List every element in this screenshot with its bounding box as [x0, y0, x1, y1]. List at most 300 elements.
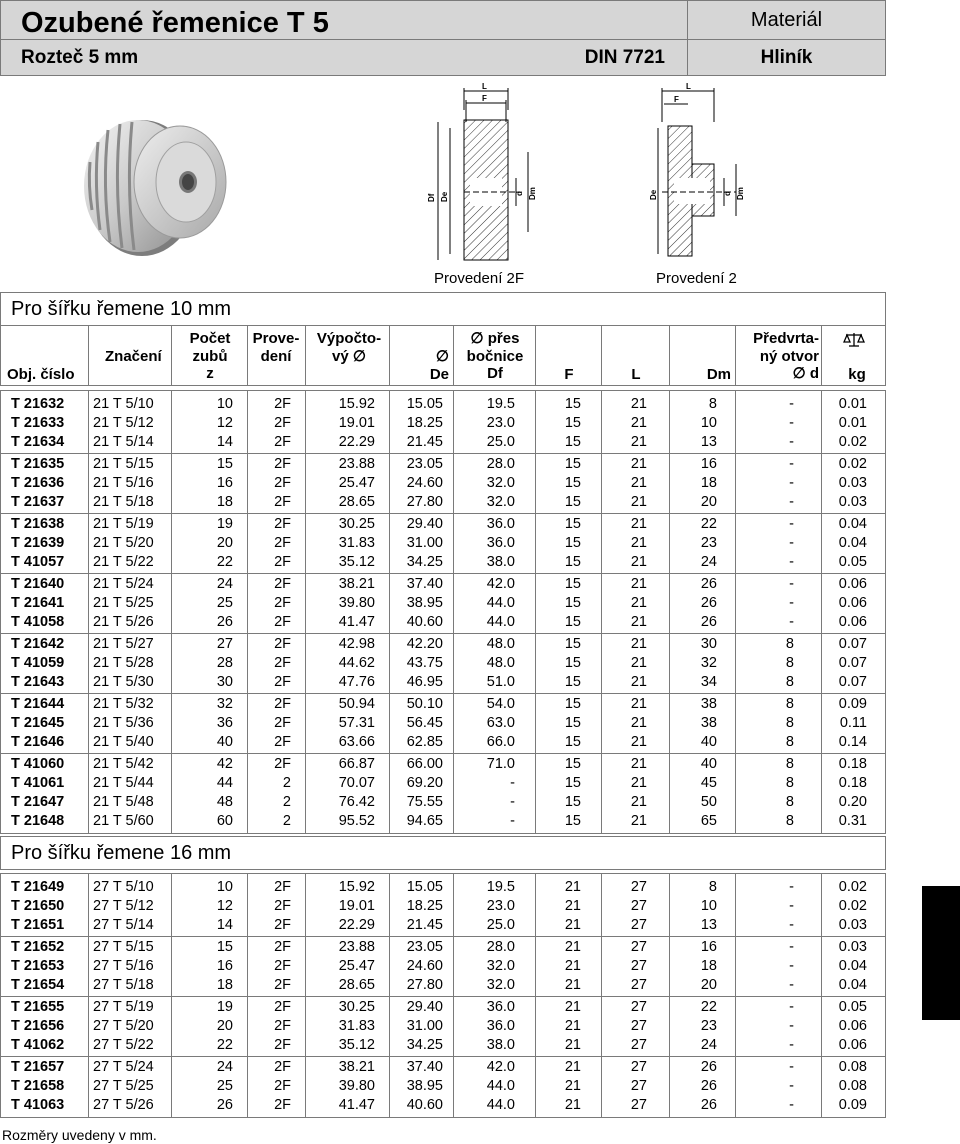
cell-dm: 34: [700, 674, 717, 690]
cell-dm: 20: [700, 977, 717, 993]
cell-l: 21: [630, 813, 647, 829]
pitch-subtitle: Rozteč 5 mm: [21, 47, 139, 68]
material-value: Hliník: [760, 47, 813, 68]
cell-bore: -: [789, 494, 794, 510]
cell-designation: 27 T 5/20: [93, 1018, 154, 1034]
cell-teeth: 18: [216, 977, 233, 993]
cell-de: 29.40: [406, 516, 443, 532]
group-separator: [1, 513, 885, 514]
cell-dm: 10: [700, 415, 717, 431]
cell-bore: -: [789, 475, 794, 491]
cell-bore: -: [789, 554, 794, 570]
cell-l: 21: [630, 775, 647, 791]
cell-l: 21: [630, 576, 647, 592]
cell-df: 36.0: [486, 999, 515, 1015]
cell-de: 27.80: [406, 977, 443, 993]
cell-teeth: 15: [216, 939, 233, 955]
cell-de: 29.40: [406, 999, 443, 1015]
cell-bore: 8: [785, 775, 794, 791]
cell-bore: 8: [785, 696, 794, 712]
cell-teeth: 20: [216, 535, 233, 551]
cell-bore: -: [789, 977, 794, 993]
cell-calc-diameter: 35.12: [338, 554, 375, 570]
cell-weight: 0.02: [838, 898, 867, 914]
cell-dm: 65: [700, 813, 717, 829]
cell-de: 21.45: [406, 434, 443, 450]
cell-teeth: 19: [216, 516, 233, 532]
cell-f: 15: [564, 535, 581, 551]
cell-weight: 0.31: [838, 813, 867, 829]
table-row: [1, 515, 885, 534]
cell-f: 21: [564, 1037, 581, 1053]
cell-bore: -: [789, 516, 794, 532]
cell-calc-diameter: 28.65: [338, 977, 375, 993]
section-title: Pro šířku řemene 10 mm: [11, 298, 232, 320]
cell-dm: 24: [700, 554, 717, 570]
cell-weight: 0.04: [838, 535, 867, 551]
cell-variant: 2F: [274, 1059, 291, 1075]
cell-calc-diameter: 41.47: [338, 1097, 375, 1113]
cell-de: 21.45: [406, 917, 443, 933]
cell-dm: 32: [700, 655, 717, 671]
column-divider: [389, 874, 390, 1117]
cell-variant: 2F: [274, 576, 291, 592]
cell-obj-number: T 21645: [11, 715, 65, 731]
cell-bore: 8: [785, 813, 794, 829]
header-l: L: [631, 366, 641, 383]
cell-designation: 27 T 5/22: [93, 1037, 154, 1053]
table-row: [1, 695, 885, 714]
cell-calc-diameter: 50.94: [338, 696, 375, 712]
cell-f: 15: [564, 734, 581, 750]
cell-obj-number: T 21638: [11, 516, 65, 532]
cell-obj-number: T 21646: [11, 734, 65, 750]
caption-variant-2f: Provedení 2F: [434, 270, 525, 287]
cell-weight: 0.06: [838, 595, 867, 611]
cell-bore: -: [789, 898, 794, 914]
header-f: F: [564, 366, 574, 383]
column-divider: [821, 874, 822, 1117]
cell-weight: 0.03: [838, 475, 867, 491]
cell-calc-diameter: 57.31: [338, 715, 375, 731]
cell-obj-number: T 41060: [11, 756, 65, 772]
column-divider: [535, 874, 536, 1117]
cell-l: 27: [630, 1018, 647, 1034]
group-separator: [1, 1056, 885, 1057]
cell-l: 21: [630, 696, 647, 712]
cell-teeth: 26: [216, 614, 233, 630]
cell-variant: 2F: [274, 977, 291, 993]
dim-label-dm: Dm: [736, 187, 745, 200]
cell-df: 38.0: [486, 1037, 515, 1053]
cell-calc-diameter: 23.88: [338, 456, 375, 472]
table-row: [1, 433, 885, 452]
cell-dm: 24: [700, 1037, 717, 1053]
table-row: [1, 957, 885, 976]
cell-obj-number: T 41058: [11, 614, 65, 630]
cell-df: 23.0: [486, 898, 515, 914]
cell-weight: 0.18: [838, 756, 867, 772]
footnote: Rozměry uvedeny v mm.: [2, 1127, 157, 1143]
cell-designation: 21 T 5/30: [93, 674, 154, 690]
cell-bore: -: [789, 879, 794, 895]
header-calculated-diameter: Výpočto- vý ∅: [316, 330, 382, 365]
cell-de: 43.75: [406, 655, 443, 671]
cell-obj-number: T 41059: [11, 655, 65, 671]
cell-dm: 16: [700, 939, 717, 955]
table-row: [1, 575, 885, 594]
cell-variant: 2F: [274, 917, 291, 933]
cell-obj-number: T 21636: [11, 475, 65, 491]
cell-l: 27: [630, 1037, 647, 1053]
cell-obj-number: T 21642: [11, 636, 65, 652]
cell-variant: 2: [282, 794, 291, 810]
cell-l: 21: [630, 614, 647, 630]
column-divider: [88, 391, 89, 833]
cell-weight: 0.04: [838, 516, 867, 532]
cell-calc-diameter: 42.98: [338, 636, 375, 652]
column-divider: [453, 874, 454, 1117]
cell-df: 32.0: [486, 494, 515, 510]
cell-calc-diameter: 70.07: [338, 775, 375, 791]
cell-variant: 2F: [274, 494, 291, 510]
group-separator: [1, 633, 885, 634]
cell-teeth: 44: [216, 775, 233, 791]
cell-teeth: 15: [216, 456, 233, 472]
cell-obj-number: T 21639: [11, 535, 65, 551]
cell-dm: 22: [700, 516, 717, 532]
drawing-variant-2f: [420, 82, 540, 268]
cell-dm: 13: [700, 917, 717, 933]
cell-dm: 18: [700, 475, 717, 491]
cell-teeth: 18: [216, 494, 233, 510]
cell-bore: 8: [785, 674, 794, 690]
group-separator: [1, 753, 885, 754]
cell-df: 44.0: [486, 595, 515, 611]
cell-bore: 8: [785, 794, 794, 810]
cell-l: 21: [630, 554, 647, 570]
cell-teeth: 26: [216, 1097, 233, 1113]
cell-obj-number: T 21650: [11, 898, 65, 914]
cell-obj-number: T 21632: [11, 396, 65, 412]
cell-df: 44.0: [486, 1078, 515, 1094]
cell-dm: 8: [708, 879, 717, 895]
cell-l: 21: [630, 494, 647, 510]
cell-bore: -: [789, 999, 794, 1015]
cell-variant: 2F: [274, 715, 291, 731]
cell-weight: 0.20: [838, 794, 867, 810]
cell-de: 27.80: [406, 494, 443, 510]
cell-de: 42.20: [406, 636, 443, 652]
cell-designation: 21 T 5/20: [93, 535, 154, 551]
cell-df: 51.0: [486, 674, 515, 690]
cell-weight: 0.05: [838, 999, 867, 1015]
cell-f: 15: [564, 715, 581, 731]
dim-label-df: Df: [427, 193, 436, 202]
cell-f: 15: [564, 434, 581, 450]
cell-teeth: 22: [216, 1037, 233, 1053]
cell-obj-number: T 21657: [11, 1059, 65, 1075]
cell-variant: 2F: [274, 636, 291, 652]
column-divider: [601, 874, 602, 1117]
cell-designation: 27 T 5/24: [93, 1059, 154, 1075]
cell-df: 42.0: [486, 576, 515, 592]
cell-variant: 2F: [274, 516, 291, 532]
table-row: [1, 455, 885, 474]
dim-label-f: F: [674, 95, 679, 104]
cell-teeth: 27: [216, 636, 233, 652]
cell-f: 15: [564, 655, 581, 671]
cell-weight: 0.05: [838, 554, 867, 570]
cell-variant: 2F: [274, 1097, 291, 1113]
cell-variant: 2F: [274, 1018, 291, 1034]
cell-weight: 0.01: [838, 415, 867, 431]
column-divider: [305, 391, 306, 833]
cell-designation: 21 T 5/10: [93, 396, 154, 412]
header-df: ∅ přes bočnice Df: [466, 330, 524, 382]
group-separator: [1, 996, 885, 997]
cell-weight: 0.03: [838, 939, 867, 955]
cell-de: 38.95: [406, 595, 443, 611]
cell-obj-number: T 21633: [11, 415, 65, 431]
table-header: [0, 326, 886, 386]
cell-designation: 21 T 5/28: [93, 655, 154, 671]
cell-variant: 2F: [274, 1078, 291, 1094]
cell-obj-number: T 21649: [11, 879, 65, 895]
table-row: [1, 774, 885, 793]
cell-weight: 0.02: [838, 456, 867, 472]
cell-de: 24.60: [406, 958, 443, 974]
cell-de: 24.60: [406, 475, 443, 491]
cell-weight: 0.02: [838, 879, 867, 895]
cell-l: 27: [630, 939, 647, 955]
cell-designation: 21 T 5/24: [93, 576, 154, 592]
cell-designation: 21 T 5/36: [93, 715, 154, 731]
cell-teeth: 22: [216, 554, 233, 570]
cell-obj-number: T 21653: [11, 958, 65, 974]
column-divider: [735, 874, 736, 1117]
cell-designation: 21 T 5/26: [93, 614, 154, 630]
cell-de: 15.05: [406, 396, 443, 412]
cell-f: 15: [564, 674, 581, 690]
cell-df: 36.0: [486, 1018, 515, 1034]
cell-teeth: 30: [216, 674, 233, 690]
cell-f: 21: [564, 999, 581, 1015]
column-divider: [821, 391, 822, 833]
cell-weight: 0.06: [838, 1037, 867, 1053]
column-divider: [88, 874, 89, 1117]
cell-bore: -: [789, 535, 794, 551]
cell-calc-diameter: 38.21: [338, 576, 375, 592]
cell-df: 32.0: [486, 977, 515, 993]
cell-l: 21: [630, 715, 647, 731]
cell-df: 48.0: [486, 655, 515, 671]
table-row: [1, 654, 885, 673]
table-row: [1, 635, 885, 654]
cell-dm: 26: [700, 614, 717, 630]
cell-teeth: 40: [216, 734, 233, 750]
cell-designation: 27 T 5/15: [93, 939, 154, 955]
column-divider: [171, 391, 172, 833]
cell-l: 21: [630, 655, 647, 671]
cell-de: 37.40: [406, 1059, 443, 1075]
cell-teeth: 25: [216, 1078, 233, 1094]
cell-weight: 0.03: [838, 917, 867, 933]
cell-obj-number: T 21644: [11, 696, 65, 712]
cell-dm: 38: [700, 715, 717, 731]
cell-designation: 27 T 5/26: [93, 1097, 154, 1113]
cell-de: 50.10: [406, 696, 443, 712]
cell-de: 46.95: [406, 674, 443, 690]
cell-f: 21: [564, 917, 581, 933]
cell-dm: 13: [700, 434, 717, 450]
cell-l: 27: [630, 917, 647, 933]
cell-variant: 2F: [274, 535, 291, 551]
cell-f: 15: [564, 794, 581, 810]
table-row: [1, 613, 885, 632]
cell-designation: 21 T 5/48: [93, 794, 154, 810]
cell-calc-diameter: 25.47: [338, 475, 375, 491]
cell-de: 66.00: [406, 756, 443, 772]
cell-bore: -: [789, 939, 794, 955]
cell-df: 63.0: [486, 715, 515, 731]
cell-de: 23.05: [406, 939, 443, 955]
cell-f: 15: [564, 614, 581, 630]
cell-weight: 0.03: [838, 494, 867, 510]
cell-bore: -: [789, 1059, 794, 1075]
cell-calc-diameter: 23.88: [338, 939, 375, 955]
cell-dm: 30: [700, 636, 717, 652]
cell-l: 21: [630, 794, 647, 810]
cell-dm: 26: [700, 576, 717, 592]
cell-dm: 18: [700, 958, 717, 974]
cell-df: 66.0: [486, 734, 515, 750]
table-row: [1, 878, 885, 897]
page-edge-tab: [922, 886, 960, 1020]
dim-label-de: De: [440, 191, 449, 202]
cell-variant: 2F: [274, 396, 291, 412]
table-row: [1, 673, 885, 692]
cell-teeth: 16: [216, 958, 233, 974]
cell-teeth: 20: [216, 1018, 233, 1034]
table-row: [1, 414, 885, 433]
table-row: [1, 916, 885, 935]
cell-bore: -: [789, 1078, 794, 1094]
cell-teeth: 24: [216, 1059, 233, 1075]
cell-obj-number: T 21647: [11, 794, 65, 810]
cell-bore: -: [789, 595, 794, 611]
header-dm: Dm: [706, 366, 731, 383]
cell-l: 21: [630, 396, 647, 412]
cell-f: 15: [564, 756, 581, 772]
cell-df: 38.0: [486, 554, 515, 570]
cell-df: 36.0: [486, 516, 515, 532]
dim-label-l: L: [686, 82, 691, 91]
column-divider: [305, 874, 306, 1117]
cell-calc-diameter: 41.47: [338, 614, 375, 630]
cell-de: 18.25: [406, 898, 443, 914]
cell-teeth: 16: [216, 475, 233, 491]
column-divider: [171, 874, 172, 1117]
cell-obj-number: T 21656: [11, 1018, 65, 1034]
group-separator: [1, 693, 885, 694]
cell-f: 21: [564, 898, 581, 914]
cell-l: 21: [630, 734, 647, 750]
cell-variant: 2: [282, 813, 291, 829]
section-title: Pro šířku řemene 16 mm: [11, 842, 232, 864]
cell-obj-number: T 21648: [11, 813, 65, 829]
cell-calc-diameter: 47.76: [338, 674, 375, 690]
cell-f: 15: [564, 494, 581, 510]
cell-df: 32.0: [486, 475, 515, 491]
cell-variant: 2F: [274, 614, 291, 630]
dim-label-d: d: [515, 191, 524, 196]
cell-f: 15: [564, 696, 581, 712]
cell-weight: 0.09: [838, 696, 867, 712]
cell-f: 21: [564, 939, 581, 955]
cell-dm: 40: [700, 756, 717, 772]
cell-designation: 21 T 5/32: [93, 696, 154, 712]
cell-l: 21: [630, 756, 647, 772]
cell-dm: 23: [700, 1018, 717, 1034]
cell-df: -: [510, 813, 515, 829]
cell-f: 21: [564, 958, 581, 974]
column-divider: [669, 391, 670, 833]
cell-variant: 2F: [274, 456, 291, 472]
cell-bore: -: [789, 1018, 794, 1034]
table-row: [1, 733, 885, 752]
standard-label: DIN 7721: [584, 47, 665, 68]
cell-de: 34.25: [406, 554, 443, 570]
table-row: [1, 793, 885, 812]
cell-teeth: 12: [216, 415, 233, 431]
cell-dm: 20: [700, 494, 717, 510]
cell-de: 31.00: [406, 535, 443, 551]
column-divider: [669, 874, 670, 1117]
cell-weight: 0.07: [838, 655, 867, 671]
cell-weight: 0.14: [838, 734, 867, 750]
cell-dm: 16: [700, 456, 717, 472]
cell-calc-diameter: 19.01: [338, 415, 375, 431]
table-row: [1, 938, 885, 957]
cell-dm: 26: [700, 1059, 717, 1075]
cell-l: 21: [630, 456, 647, 472]
cell-variant: 2F: [274, 696, 291, 712]
cell-teeth: 42: [216, 756, 233, 772]
cell-f: 15: [564, 636, 581, 652]
table-row: [1, 755, 885, 774]
cell-l: 21: [630, 415, 647, 431]
drawing-variant-2: [648, 82, 768, 268]
cell-teeth: 48: [216, 794, 233, 810]
cell-dm: 45: [700, 775, 717, 791]
cell-de: 38.95: [406, 1078, 443, 1094]
cell-f: 21: [564, 879, 581, 895]
cell-bore: 8: [785, 734, 794, 750]
header-variant: Prove- dení: [252, 330, 300, 365]
cell-de: 31.00: [406, 1018, 443, 1034]
cell-weight: 0.04: [838, 977, 867, 993]
dim-label-l: L: [482, 82, 487, 91]
cell-df: 36.0: [486, 535, 515, 551]
cell-designation: 21 T 5/15: [93, 456, 154, 472]
table-row: [1, 474, 885, 493]
table-row: [1, 714, 885, 733]
table-row: [1, 998, 885, 1017]
cell-de: 40.60: [406, 614, 443, 630]
cell-obj-number: T 21658: [11, 1078, 65, 1094]
cell-weight: 0.18: [838, 775, 867, 791]
